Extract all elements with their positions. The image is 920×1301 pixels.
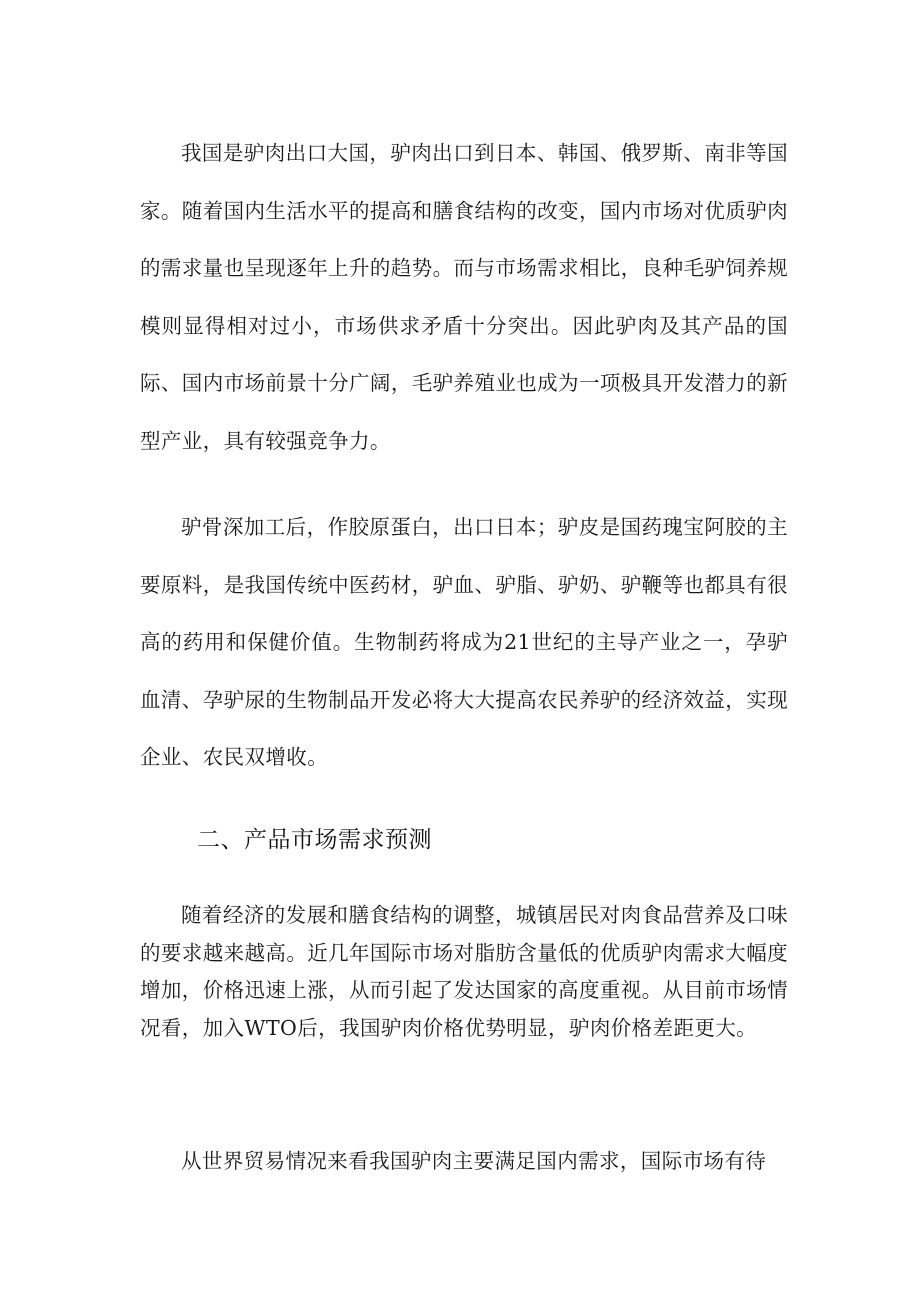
paragraph-world-trade: 从世界贸易情况来看我国驴肉主要满足国内需求，国际市场有待 — [181, 1149, 767, 1173]
section-heading-market-demand: 二、产品市场需求预测 — [197, 827, 432, 853]
paragraph-market-demand: 随着经济的发展和膳食结构的调整，城镇居民对肉食品营养及口味的要求越来越高。近几年国际市场对脂肪含量低的优质驴肉需求大幅度增加，价格迅速上涨，从而引起了发达国家的高度重视。从目前市场情况看，加入WTO后，我国驴肉价格优势明显，驴肉价格差距更大。 — [140, 903, 788, 1040]
paragraph-donkey-meat-export: 我国是驴肉出口大国，驴肉出口到日本、韩国、俄罗斯、南非等国家。随着国内生活水平的提高和膳食结构的改变，国内市场对优质驴肉的需求量也呈现逐年上升的趋势。而与市场需求相比，良种毛驴饲养规模则显得相对过小，市场供求矛盾十分突出。因此驴肉及其产品的国际、国内市场前景十分广阔，毛驴养殖业也成为一项极具开发潜力的新型产业，具有较强竞争力。 — [140, 141, 788, 453]
paragraph-donkey-byproducts: 驴骨深加工后，作胶原蛋白，出口日本；驴皮是国药瑰宝阿胶的主要原料，是我国传统中医药材，驴血、驴脂、驴奶、驴鞭等也都具有很高的药用和保健价值。生物制药将成为21世纪的主导产业之一，孕驴血清、孕驴尿的生物制品开发必将大大提高农民养驴的经济效益，实现企业、农民双增收。 — [140, 515, 788, 769]
